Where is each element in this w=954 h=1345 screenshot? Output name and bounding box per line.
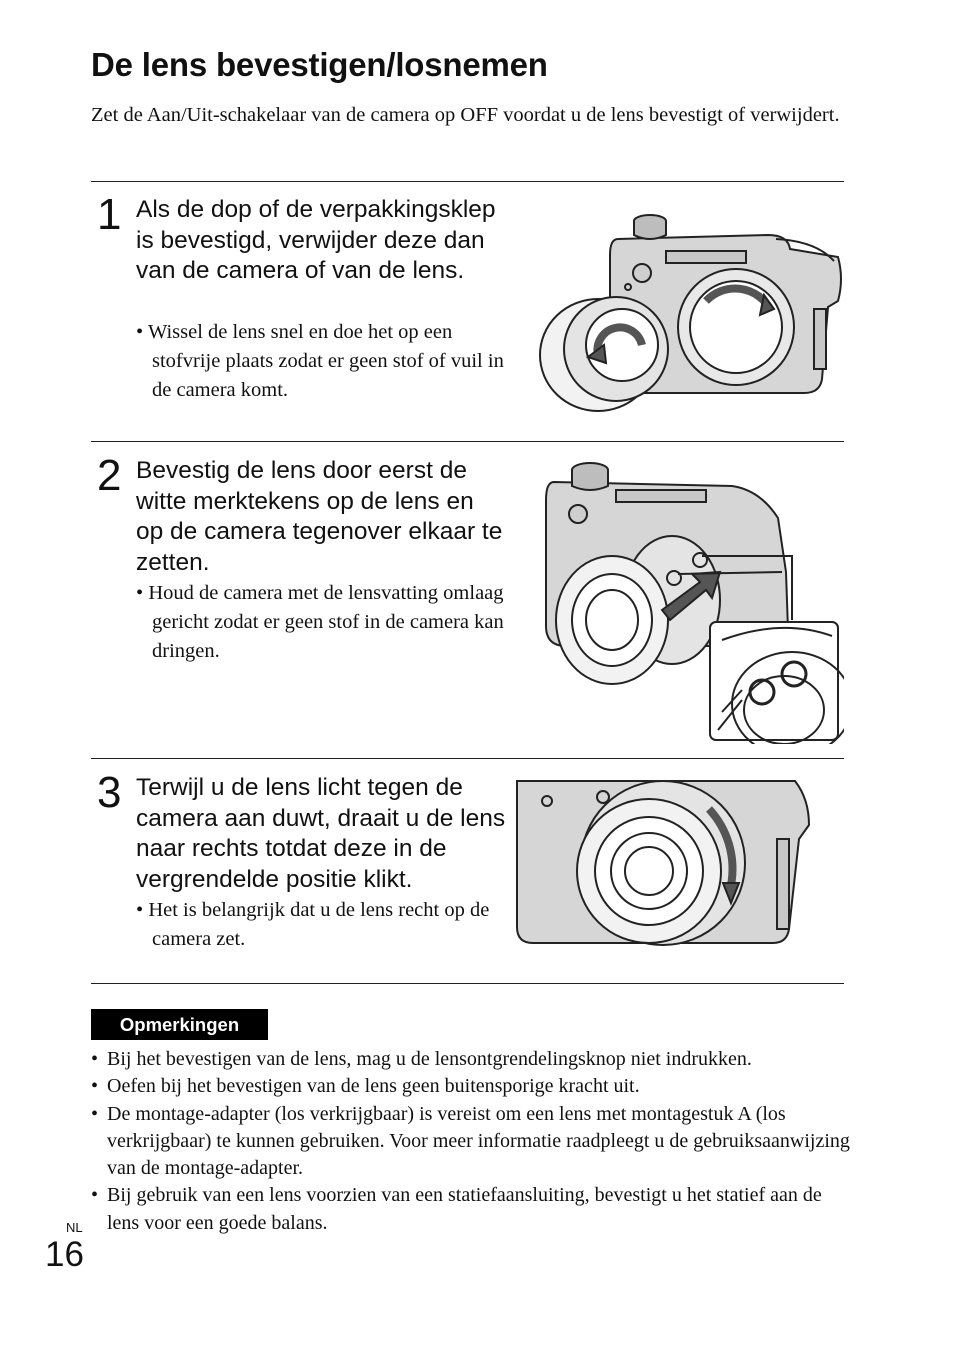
step-bullet-text: Het is belangrijk dat u de lens recht op de camera zet. bbox=[148, 899, 490, 950]
divider bbox=[91, 983, 844, 984]
note-item: • Bij gebruik van een lens voorzien van een statiefaansluiting, bevestigt u het statief aan de lens voor een goede balans. bbox=[91, 1182, 851, 1237]
step-1 bbox=[91, 190, 844, 439]
step-number: 1 bbox=[97, 190, 122, 239]
notes-list bbox=[91, 1046, 851, 1237]
step-instruction: Als de dop of de verpakkingsklep is bevestigd, verwijder deze dan van de camera of van de lens. bbox=[136, 196, 496, 284]
step-bullet: • Het is belangrijk dat u de lens recht op de camera zet. bbox=[136, 899, 490, 950]
note-item: • Bij het bevestigen van de lens, mag u de lensontgrendelingsknop niet indrukken. bbox=[91, 1046, 851, 1073]
camera-cap-removal-illustration bbox=[538, 209, 844, 415]
lens-alignment-illustration bbox=[542, 460, 844, 744]
note-item: • Oefen bij het bevestigen van de lens geen buitensporige kracht uit. bbox=[91, 1073, 851, 1100]
step-number: 3 bbox=[97, 768, 122, 817]
step-3 bbox=[91, 768, 844, 977]
notes-heading: Opmerkingen bbox=[91, 1009, 268, 1040]
divider bbox=[91, 181, 844, 182]
page-number: 16 bbox=[45, 1235, 84, 1274]
note-item: • De montage-adapter (los verkrijgbaar) is vereist om een lens met montagestuk A (los verkrijgbaar) te kunnen gebruiken. Voor meer informatie raadpleegt u de gebruiksaanwijzing van de montage-adapter. bbox=[91, 1101, 851, 1183]
step-instruction: Terwijl u de lens licht tegen de camera aan duwt, draait u de lens naar rechts totdat deze in de vergrendelde positie klikt. bbox=[136, 774, 506, 893]
step-2 bbox=[91, 451, 844, 754]
divider bbox=[91, 441, 844, 442]
divider bbox=[91, 758, 844, 759]
step-instruction: Bevestig de lens door eerst de witte merktekens op de lens en op de camera tegenover elkaar te zetten. bbox=[136, 457, 503, 576]
language-code: NL bbox=[66, 1220, 83, 1235]
step-bullet: • Houd de camera met de lensvatting omlaag gericht zodat er geen stof in de camera kan dringen. bbox=[136, 582, 504, 662]
step-bullet: • Wissel de lens snel en doe het op een stofvrije plaats zodat er geen stof of vuil in de camera komt. bbox=[136, 321, 504, 401]
step-number: 2 bbox=[97, 451, 122, 500]
page-title: De lens bevestigen/losnemen bbox=[91, 46, 548, 83]
intro-paragraph: Zet de Aan/Uit-schakelaar van de camera op OFF voordat u de lens bevestigt of verwijdert. bbox=[91, 104, 840, 126]
step-bullet-text: Houd de camera met de lensvatting omlaag gericht zodat er geen stof in de camera kan dringen. bbox=[148, 582, 504, 662]
lens-rotation-illustration bbox=[513, 779, 815, 961]
step-bullet-text: Wissel de lens snel en doe het op een stofvrije plaats zodat er geen stof of vuil in de camera komt. bbox=[147, 321, 504, 401]
